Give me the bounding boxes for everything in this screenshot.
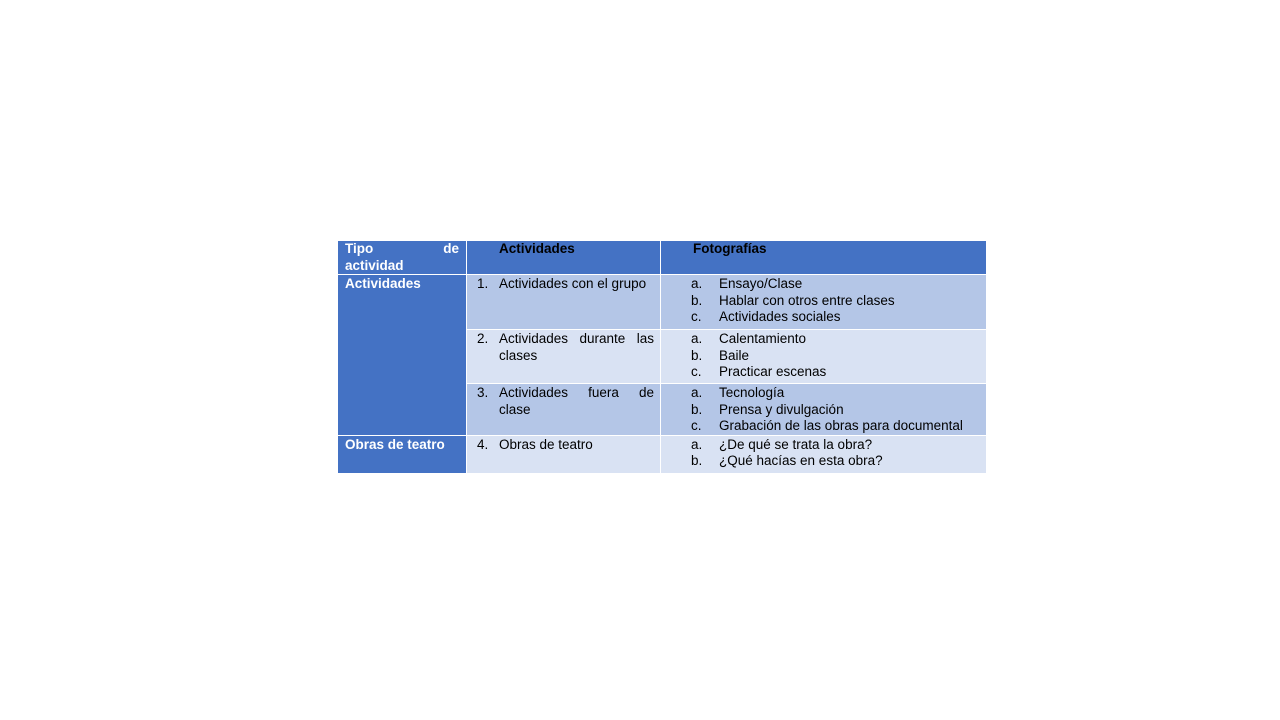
photos-cell	[661, 384, 987, 436]
activity-text: Obras de teatro	[499, 436, 593, 452]
list-item	[691, 276, 986, 293]
header-activities-cell	[467, 241, 661, 275]
activity-cell	[467, 330, 661, 384]
activity-number: 1.	[477, 276, 489, 291]
photos-cell	[661, 275, 987, 330]
photo-letter: b.	[691, 453, 703, 468]
photo-text: Prensa y divulgación	[719, 401, 844, 417]
list-item	[691, 331, 986, 348]
header-photos-cell	[661, 241, 987, 275]
photo-letter: c.	[691, 364, 702, 379]
activity-number: 4.	[477, 436, 489, 452]
photo-text: ¿Qué hacías en esta obra?	[719, 453, 883, 468]
activity-text-line-1: Actividades fuera de	[499, 385, 654, 400]
list-item	[691, 402, 986, 419]
photo-text: Tecnología	[719, 385, 785, 400]
activity-number: 3.	[477, 385, 489, 400]
group-cell-plays	[338, 435, 467, 473]
header-type-word-1: Tipo	[345, 241, 374, 256]
group-cell-activities	[338, 275, 467, 436]
table-row	[338, 435, 987, 473]
photo-letter: a.	[691, 276, 703, 291]
photo-list	[661, 275, 986, 326]
photo-letter: a.	[691, 436, 703, 452]
activity-text-line-2: clases	[499, 347, 538, 363]
list-item	[691, 293, 986, 310]
list-item	[691, 385, 986, 402]
list-item	[691, 418, 986, 435]
photo-letter: a.	[691, 331, 703, 346]
table-row	[338, 275, 987, 330]
list-item	[691, 437, 986, 454]
photo-letter: b.	[691, 401, 703, 417]
photos-cell	[661, 435, 987, 473]
header-type-word-3: actividad	[345, 257, 404, 273]
activity-text: Actividades con el grupo	[499, 276, 647, 291]
list-item	[691, 453, 986, 470]
list-item	[691, 309, 986, 326]
photo-letter: c.	[691, 418, 702, 433]
photo-letter: b.	[691, 347, 703, 363]
header-type-word-2: de	[443, 241, 459, 256]
activity-cell	[467, 384, 661, 436]
photo-text: Calentamiento	[719, 331, 807, 346]
photo-text: ¿De qué se trata la obra?	[719, 436, 873, 452]
activity-text-line-2: clase	[499, 401, 531, 417]
photo-list	[661, 436, 986, 470]
photo-text: Actividades sociales	[719, 309, 841, 324]
photo-list	[661, 384, 986, 435]
list-item	[691, 348, 986, 365]
header-type-cell	[338, 241, 467, 275]
photos-cell	[661, 330, 987, 384]
activities-table	[337, 240, 987, 474]
photo-letter: c.	[691, 309, 702, 324]
list-item	[691, 364, 986, 381]
header-photos: Fotografías	[693, 241, 767, 256]
group-label: Actividades	[345, 276, 421, 291]
photo-list	[661, 330, 986, 381]
photo-text: Baile	[719, 347, 750, 363]
photo-text: Ensayo/Clase	[719, 276, 803, 291]
activity-number: 2.	[477, 331, 489, 346]
activity-cell	[467, 435, 661, 473]
photo-letter: b.	[691, 292, 703, 308]
table-header-row	[338, 241, 987, 275]
photo-text: Grabación de las obras para documental	[719, 418, 963, 433]
photo-text: Hablar con otros entre clases	[719, 292, 895, 308]
activity-text-line-1: Actividades durante las	[499, 331, 654, 346]
photo-text: Practicar escenas	[719, 364, 827, 379]
activity-cell	[467, 275, 661, 330]
group-label: Obras de teatro	[345, 436, 445, 452]
header-activities: Actividades	[499, 241, 575, 256]
photo-letter: a.	[691, 385, 703, 400]
